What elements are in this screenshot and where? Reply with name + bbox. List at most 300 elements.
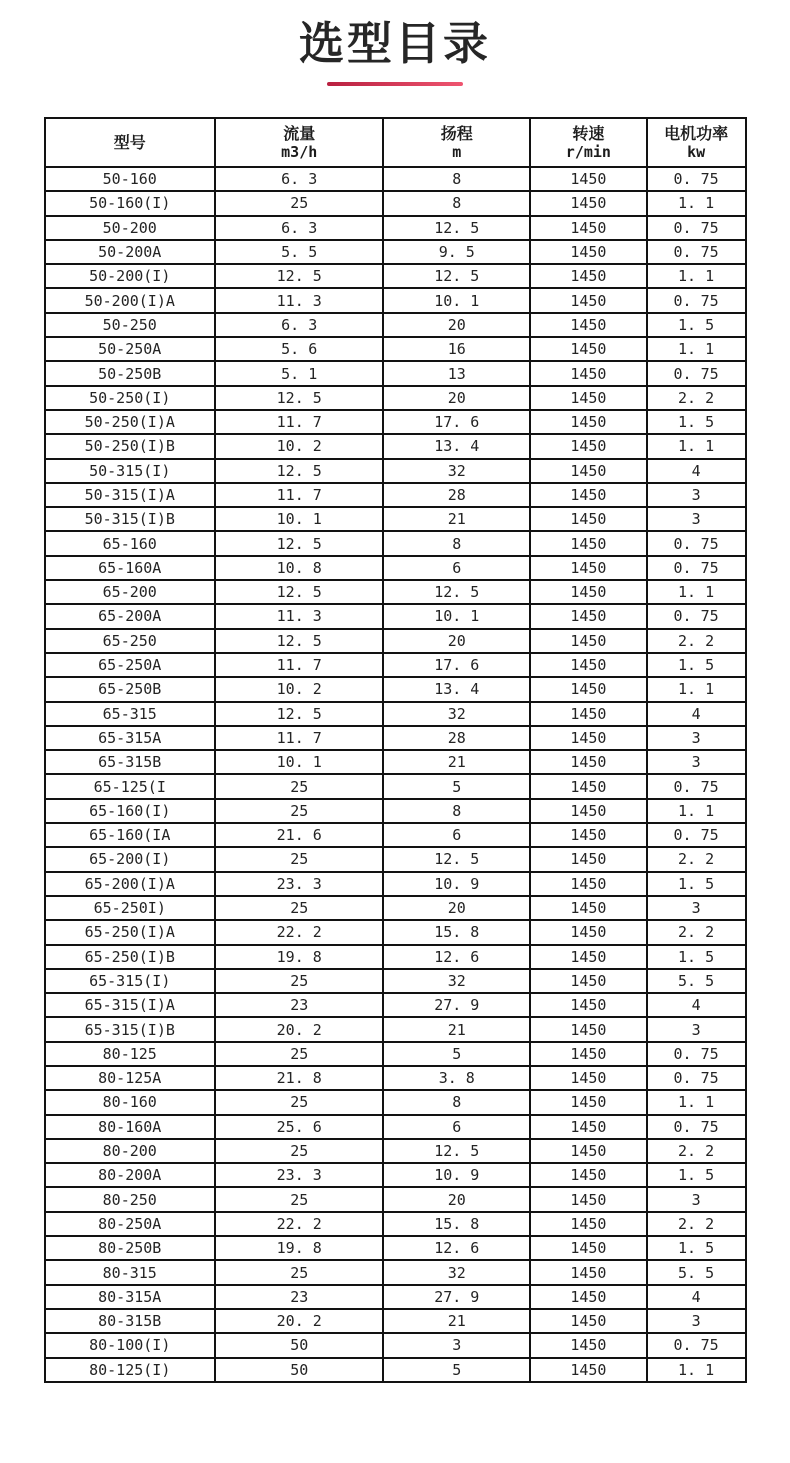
cell-speed: 1450 [530, 1260, 647, 1284]
cell-power: 1. 1 [647, 580, 746, 604]
cell-flow: 12. 5 [215, 386, 384, 410]
table-row [45, 240, 746, 264]
cell-power: 0. 75 [647, 531, 746, 555]
cell-head: 10. 9 [383, 872, 530, 896]
cell-flow: 22. 2 [215, 1212, 384, 1236]
cell-speed: 1450 [530, 799, 647, 823]
cell-head: 16 [383, 337, 530, 361]
cell-model: 50-250 [45, 313, 215, 337]
cell-head: 20 [383, 1187, 530, 1211]
cell-speed: 1450 [530, 847, 647, 871]
table-row [45, 653, 746, 677]
cell-model: 80-200 [45, 1139, 215, 1163]
table-row [45, 750, 746, 774]
cell-speed: 1450 [530, 774, 647, 798]
cell-power: 0. 75 [647, 167, 746, 191]
cell-model: 65-200(I)A [45, 872, 215, 896]
cell-model: 65-200A [45, 604, 215, 628]
cell-flow: 20. 2 [215, 1017, 384, 1041]
table-row [45, 799, 746, 823]
cell-flow: 10. 8 [215, 556, 384, 580]
cell-power: 0. 75 [647, 774, 746, 798]
cell-flow: 10. 1 [215, 750, 384, 774]
table-row [45, 1115, 746, 1139]
cell-speed: 1450 [530, 531, 647, 555]
cell-power: 0. 75 [647, 1333, 746, 1357]
cell-power: 2. 2 [647, 847, 746, 871]
cell-power: 0. 75 [647, 604, 746, 628]
cell-head: 5 [383, 1042, 530, 1066]
cell-speed: 1450 [530, 750, 647, 774]
cell-speed: 1450 [530, 1309, 647, 1333]
cell-head: 21 [383, 1017, 530, 1041]
cell-speed: 1450 [530, 1358, 647, 1382]
cell-flow: 11. 7 [215, 483, 384, 507]
column-header-model [45, 118, 215, 167]
cell-speed: 1450 [530, 1066, 647, 1090]
column-header-flow-label: 流量 [283, 124, 316, 143]
cell-speed: 1450 [530, 167, 647, 191]
table-row [45, 1066, 746, 1090]
cell-speed: 1450 [530, 191, 647, 215]
cell-power: 1. 5 [647, 872, 746, 896]
cell-flow: 20. 2 [215, 1309, 384, 1333]
cell-head: 12. 5 [383, 1139, 530, 1163]
cell-flow: 23 [215, 993, 384, 1017]
cell-power: 3 [647, 1017, 746, 1041]
table-row [45, 1358, 746, 1382]
table-row [45, 726, 746, 750]
cell-power: 3 [647, 507, 746, 531]
cell-speed: 1450 [530, 1042, 647, 1066]
cell-head: 27. 9 [383, 1285, 530, 1309]
cell-power: 1. 1 [647, 1358, 746, 1382]
cell-power: 1. 5 [647, 945, 746, 969]
cell-power: 3 [647, 1309, 746, 1333]
cell-power: 2. 2 [647, 386, 746, 410]
cell-speed: 1450 [530, 677, 647, 701]
cell-head: 12. 5 [383, 264, 530, 288]
cell-flow: 25 [215, 969, 384, 993]
cell-power: 1. 1 [647, 1090, 746, 1114]
cell-speed: 1450 [530, 1212, 647, 1236]
cell-flow: 25 [215, 896, 384, 920]
cell-model: 80-125A [45, 1066, 215, 1090]
cell-model: 50-200(I)A [45, 288, 215, 312]
cell-model: 50-200 [45, 216, 215, 240]
cell-power: 4 [647, 702, 746, 726]
table-row [45, 1042, 746, 1066]
cell-speed: 1450 [530, 969, 647, 993]
pump-selection-table [44, 117, 747, 1383]
cell-speed: 1450 [530, 313, 647, 337]
cell-head: 12. 5 [383, 847, 530, 871]
cell-flow: 19. 8 [215, 945, 384, 969]
cell-model: 65-250(I)B [45, 945, 215, 969]
cell-head: 6 [383, 556, 530, 580]
cell-power: 0. 75 [647, 556, 746, 580]
cell-power: 5. 5 [647, 1260, 746, 1284]
cell-head: 32 [383, 1260, 530, 1284]
cell-model: 65-315B [45, 750, 215, 774]
cell-head: 21 [383, 1309, 530, 1333]
column-header-speed-label: 转速 [572, 124, 605, 143]
cell-model: 80-315 [45, 1260, 215, 1284]
table-row [45, 507, 746, 531]
cell-speed: 1450 [530, 361, 647, 385]
cell-model: 80-315B [45, 1309, 215, 1333]
cell-speed: 1450 [530, 216, 647, 240]
cell-head: 20 [383, 896, 530, 920]
column-header-head-unit: m [452, 143, 462, 161]
cell-head: 3. 8 [383, 1066, 530, 1090]
cell-speed: 1450 [530, 629, 647, 653]
cell-flow: 25 [215, 191, 384, 215]
cell-model: 50-250(I)A [45, 410, 215, 434]
cell-model: 65-250(I)A [45, 920, 215, 944]
cell-head: 12. 5 [383, 580, 530, 604]
page-title: 选型目录 [298, 18, 491, 69]
cell-head: 5 [383, 1358, 530, 1382]
cell-model: 80-315A [45, 1285, 215, 1309]
cell-head: 13. 4 [383, 434, 530, 458]
cell-speed: 1450 [530, 410, 647, 434]
cell-model: 50-250(I) [45, 386, 215, 410]
cell-speed: 1450 [530, 1333, 647, 1357]
cell-flow: 6. 3 [215, 167, 384, 191]
cell-head: 32 [383, 969, 530, 993]
cell-flow: 10. 2 [215, 677, 384, 701]
cell-power: 1. 1 [647, 264, 746, 288]
cell-power: 2. 2 [647, 1139, 746, 1163]
cell-head: 8 [383, 191, 530, 215]
table-row [45, 1285, 746, 1309]
cell-power: 5. 5 [647, 969, 746, 993]
cell-flow: 21. 8 [215, 1066, 384, 1090]
cell-head: 32 [383, 459, 530, 483]
column-header-speed-unit: r/min [565, 143, 611, 161]
cell-speed: 1450 [530, 556, 647, 580]
cell-head: 10. 1 [383, 288, 530, 312]
cell-power: 3 [647, 750, 746, 774]
cell-head: 20 [383, 629, 530, 653]
cell-speed: 1450 [530, 1187, 647, 1211]
cell-speed: 1450 [530, 459, 647, 483]
table-row [45, 531, 746, 555]
table-row [45, 580, 746, 604]
cell-flow: 25 [215, 847, 384, 871]
cell-model: 50-315(I)A [45, 483, 215, 507]
cell-flow: 12. 5 [215, 264, 384, 288]
cell-power: 0. 75 [647, 1066, 746, 1090]
cell-flow: 25. 6 [215, 1115, 384, 1139]
cell-flow: 50 [215, 1358, 384, 1382]
cell-flow: 10. 2 [215, 434, 384, 458]
cell-model: 50-315(I) [45, 459, 215, 483]
cell-head: 15. 8 [383, 920, 530, 944]
table-row [45, 264, 746, 288]
cell-power: 1. 1 [647, 337, 746, 361]
cell-power: 2. 2 [647, 920, 746, 944]
cell-model: 50-200A [45, 240, 215, 264]
cell-head: 13. 4 [383, 677, 530, 701]
cell-flow: 25 [215, 774, 384, 798]
cell-flow: 11. 7 [215, 410, 384, 434]
cell-head: 21 [383, 507, 530, 531]
cell-flow: 25 [215, 1260, 384, 1284]
cell-speed: 1450 [530, 726, 647, 750]
table-header [45, 118, 746, 167]
cell-power: 2. 2 [647, 1212, 746, 1236]
cell-power: 2. 2 [647, 629, 746, 653]
cell-model: 50-250(I)B [45, 434, 215, 458]
cell-power: 1. 1 [647, 799, 746, 823]
cell-head: 20 [383, 386, 530, 410]
cell-flow: 25 [215, 799, 384, 823]
cell-model: 65-160(IA [45, 823, 215, 847]
cell-power: 0. 75 [647, 216, 746, 240]
cell-power: 1. 5 [647, 653, 746, 677]
cell-flow: 11. 7 [215, 653, 384, 677]
cell-model: 65-315(I)B [45, 1017, 215, 1041]
cell-power: 0. 75 [647, 288, 746, 312]
cell-flow: 25 [215, 1090, 384, 1114]
cell-model: 80-160A [45, 1115, 215, 1139]
table-row [45, 434, 746, 458]
cell-head: 32 [383, 702, 530, 726]
table-row [45, 920, 746, 944]
cell-speed: 1450 [530, 1139, 647, 1163]
table-row [45, 167, 746, 191]
cell-model: 65-160A [45, 556, 215, 580]
table-row [45, 1017, 746, 1041]
cell-speed: 1450 [530, 288, 647, 312]
cell-model: 65-250B [45, 677, 215, 701]
cell-head: 13 [383, 361, 530, 385]
cell-power: 1. 5 [647, 1163, 746, 1187]
cell-flow: 6. 3 [215, 313, 384, 337]
cell-head: 3 [383, 1333, 530, 1357]
cell-flow: 12. 5 [215, 580, 384, 604]
cell-model: 80-250A [45, 1212, 215, 1236]
table-row [45, 313, 746, 337]
cell-model: 50-160 [45, 167, 215, 191]
table-row [45, 1090, 746, 1114]
cell-speed: 1450 [530, 823, 647, 847]
table-row [45, 1309, 746, 1333]
cell-flow: 12. 5 [215, 459, 384, 483]
cell-flow: 21. 6 [215, 823, 384, 847]
table-row [45, 604, 746, 628]
cell-head: 17. 6 [383, 653, 530, 677]
table-row [45, 896, 746, 920]
cell-speed: 1450 [530, 580, 647, 604]
cell-power: 4 [647, 459, 746, 483]
table-row [45, 945, 746, 969]
cell-head: 12. 6 [383, 1236, 530, 1260]
cell-speed: 1450 [530, 872, 647, 896]
cell-model: 80-200A [45, 1163, 215, 1187]
cell-speed: 1450 [530, 434, 647, 458]
cell-speed: 1450 [530, 920, 647, 944]
table-row [45, 847, 746, 871]
cell-flow: 10. 1 [215, 507, 384, 531]
cell-flow: 22. 2 [215, 920, 384, 944]
cell-power: 1. 5 [647, 1236, 746, 1260]
cell-speed: 1450 [530, 1090, 647, 1114]
cell-power: 3 [647, 896, 746, 920]
cell-model: 80-250 [45, 1187, 215, 1211]
cell-model: 80-160 [45, 1090, 215, 1114]
cell-head: 8 [383, 1090, 530, 1114]
cell-head: 10. 9 [383, 1163, 530, 1187]
cell-power: 1. 1 [647, 677, 746, 701]
cell-speed: 1450 [530, 264, 647, 288]
cell-speed: 1450 [530, 386, 647, 410]
cell-model: 65-250I) [45, 896, 215, 920]
cell-head: 8 [383, 799, 530, 823]
cell-head: 8 [383, 167, 530, 191]
column-header-power-unit: kw [687, 143, 706, 161]
cell-flow: 5. 6 [215, 337, 384, 361]
cell-speed: 1450 [530, 993, 647, 1017]
cell-flow: 11. 3 [215, 604, 384, 628]
cell-model: 80-250B [45, 1236, 215, 1260]
cell-flow: 25 [215, 1139, 384, 1163]
table-row [45, 969, 746, 993]
cell-power: 0. 75 [647, 361, 746, 385]
cell-model: 65-160(I) [45, 799, 215, 823]
table-row [45, 823, 746, 847]
table-body [45, 167, 746, 1382]
cell-flow: 25 [215, 1042, 384, 1066]
cell-flow: 12. 5 [215, 702, 384, 726]
cell-speed: 1450 [530, 1236, 647, 1260]
table-row [45, 337, 746, 361]
table-row [45, 191, 746, 215]
table-row [45, 556, 746, 580]
cell-model: 80-125 [45, 1042, 215, 1066]
table-row [45, 1139, 746, 1163]
cell-flow: 19. 8 [215, 1236, 384, 1260]
cell-speed: 1450 [530, 1115, 647, 1139]
table-row [45, 629, 746, 653]
cell-model: 65-250 [45, 629, 215, 653]
cell-power: 1. 5 [647, 410, 746, 434]
cell-speed: 1450 [530, 1017, 647, 1041]
cell-flow: 23. 3 [215, 872, 384, 896]
cell-model: 50-315(I)B [45, 507, 215, 531]
table-row [45, 1212, 746, 1236]
cell-speed: 1450 [530, 702, 647, 726]
table-row [45, 1163, 746, 1187]
column-header-speed [530, 118, 647, 167]
cell-model: 50-200(I) [45, 264, 215, 288]
cell-model: 65-250A [45, 653, 215, 677]
cell-speed: 1450 [530, 240, 647, 264]
cell-flow: 11. 7 [215, 726, 384, 750]
cell-model: 65-160 [45, 531, 215, 555]
cell-flow: 12. 5 [215, 531, 384, 555]
cell-speed: 1450 [530, 1163, 647, 1187]
cell-head: 10. 1 [383, 604, 530, 628]
cell-power: 3 [647, 1187, 746, 1211]
cell-speed: 1450 [530, 1285, 647, 1309]
table-row [45, 993, 746, 1017]
column-header-model-label: 型号 [113, 133, 146, 152]
column-header-power-label: 电机功率 [664, 124, 729, 143]
cell-model: 80-125(I) [45, 1358, 215, 1382]
cell-flow: 5. 5 [215, 240, 384, 264]
column-header-power [647, 118, 746, 167]
cell-head: 6 [383, 1115, 530, 1139]
cell-model: 65-315A [45, 726, 215, 750]
cell-speed: 1450 [530, 483, 647, 507]
cell-model: 65-315(I)A [45, 993, 215, 1017]
cell-power: 4 [647, 993, 746, 1017]
cell-model: 50-160(I) [45, 191, 215, 215]
column-header-head-label: 扬程 [440, 124, 473, 143]
cell-model: 65-315(I) [45, 969, 215, 993]
cell-flow: 25 [215, 1187, 384, 1211]
cell-power: 1. 5 [647, 313, 746, 337]
cell-power: 4 [647, 1285, 746, 1309]
table-row [45, 386, 746, 410]
table-row [45, 1333, 746, 1357]
cell-head: 20 [383, 313, 530, 337]
cell-power: 0. 75 [647, 823, 746, 847]
cell-head: 17. 6 [383, 410, 530, 434]
cell-power: 1. 1 [647, 191, 746, 215]
cell-power: 3 [647, 726, 746, 750]
cell-head: 28 [383, 726, 530, 750]
table-row [45, 483, 746, 507]
cell-flow: 11. 3 [215, 288, 384, 312]
cell-flow: 5. 1 [215, 361, 384, 385]
table-row [45, 459, 746, 483]
cell-head: 8 [383, 531, 530, 555]
cell-model: 65-315 [45, 702, 215, 726]
cell-model: 50-250B [45, 361, 215, 385]
cell-flow: 6. 3 [215, 216, 384, 240]
cell-speed: 1450 [530, 945, 647, 969]
cell-model: 65-125(I [45, 774, 215, 798]
cell-head: 28 [383, 483, 530, 507]
cell-head: 12. 5 [383, 216, 530, 240]
cell-flow: 12. 5 [215, 629, 384, 653]
cell-model: 65-200(I) [45, 847, 215, 871]
cell-model: 65-200 [45, 580, 215, 604]
column-header-flow-unit: m3/h [281, 143, 318, 161]
table-row [45, 410, 746, 434]
table-row [45, 216, 746, 240]
cell-speed: 1450 [530, 896, 647, 920]
cell-power: 1. 1 [647, 434, 746, 458]
cell-power: 0. 75 [647, 1115, 746, 1139]
table-row [45, 1260, 746, 1284]
column-header-flow [215, 118, 384, 167]
cell-head: 6 [383, 823, 530, 847]
cell-head: 9. 5 [383, 240, 530, 264]
table-row [45, 1187, 746, 1211]
cell-flow: 23. 3 [215, 1163, 384, 1187]
column-header-head [383, 118, 530, 167]
cell-power: 3 [647, 483, 746, 507]
cell-model: 50-250A [45, 337, 215, 361]
table-row [45, 774, 746, 798]
table-row [45, 288, 746, 312]
cell-flow: 23 [215, 1285, 384, 1309]
